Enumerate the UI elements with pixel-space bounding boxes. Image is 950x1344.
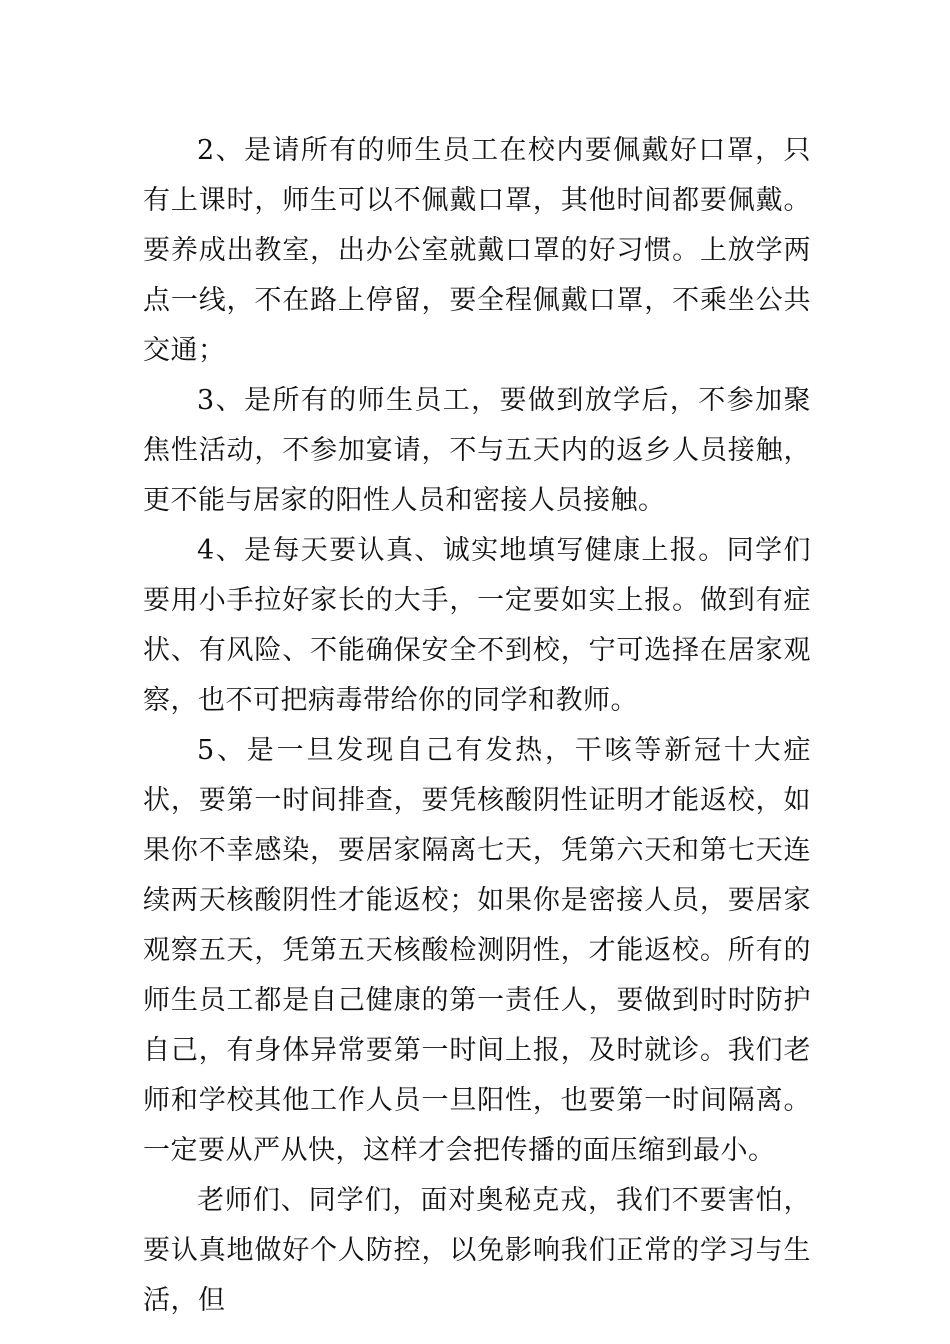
paragraph-closing: 老师们、同学们，面对奥秘克戎，我们不要害怕，要认真地做好个人防控，以免影响我们正常的学习与生活，但 bbox=[143, 1185, 811, 1316]
paragraph-item-3: 3、是所有的师生员工，要做到放学后，不参加聚焦性活动，不参加宴请，不与五天内的返乡人员接触，更不能与居家的阳性人员和密接人员接触。 bbox=[143, 385, 811, 516]
paragraph-item-2: 2、是请所有的师生员工在校内要佩戴好口罩，只有上课时，师生可以不佩戴口罩，其他时间都要佩戴。要养成出教室，出办公室就戴口罩的好习惯。上放学两点一线，不在路上停留，要全程佩戴口罩，不乘坐公共交通； bbox=[143, 135, 811, 366]
paragraph-item-4: 4、是每天要认真、诚实地填写健康上报。同学们要用小手拉好家长的大手，一定要如实上报。做到有症状、有风险、不能确保安全不到校，宁可选择在居家观察，也不可把病毒带给你的同学和教师。 bbox=[143, 535, 811, 716]
paragraph-item-5: 5、是一旦发现自己有发热，干咳等新冠十大症状，要第一时间排查，要凭核酸阴性证明才能返校，如果你不幸感染，要居家隔离七天，凭第六天和第七天连续两天核酸阴性才能返校；如果你是密接人员，要居家观察五天，凭第五天核酸检测阴性，才能返校。所有的师生员工都是自己健康的第一责任人，要做到时时防护自己，有身体异常要第一时间上报，及时就诊。我们老师和学校其他工作人员一旦阳性，也要第一时间隔离。一定要从严从快，这样才会把传播的面压缩到最小。 bbox=[143, 735, 811, 1166]
document-body bbox=[143, 126, 811, 1326]
